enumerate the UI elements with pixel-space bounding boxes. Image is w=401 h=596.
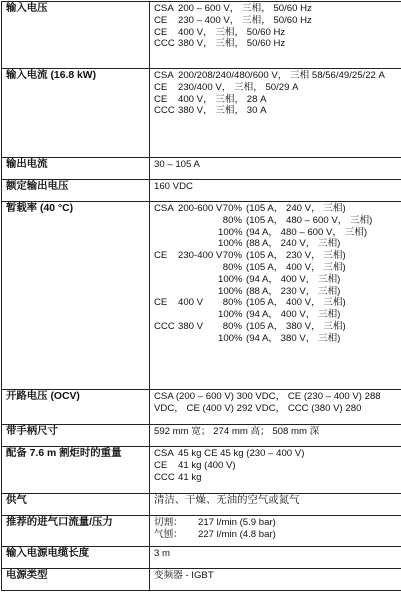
duty-detail: (88 A， 230 V， 三相)	[246, 286, 401, 298]
duty-cycle-values	[150, 202, 401, 390]
input-voltage-row	[2, 2, 401, 69]
dimensions-row	[2, 425, 401, 447]
row-label: 输入电压	[2, 2, 150, 69]
duty-detail: (105 A， 240 V， 三相)	[246, 203, 401, 215]
standard-code: CCC	[154, 321, 178, 333]
input-current-values	[150, 69, 401, 158]
spec-value: 45 kg CE 45 kg (230 – 400 V)	[178, 448, 401, 460]
standard-code: CE	[154, 297, 178, 309]
duty-detail: (105 A， 230 V， 三相)	[246, 250, 401, 262]
spec-value: 200 – 600 V， 三相， 50/60 Hz	[178, 3, 401, 15]
process-label: 气刨：	[154, 529, 198, 541]
duty-detail: (88 A， 240 V， 三相)	[246, 238, 401, 250]
duty-cycle-grid	[154, 203, 401, 345]
standard-code	[154, 262, 178, 274]
row-label: 配备 7.6 m 割炬时的重量	[2, 447, 150, 494]
row-label: 暂载率 (40 °C)	[2, 202, 150, 390]
spec-value: 230/400 V， 三相， 50/29 A	[178, 82, 401, 94]
spec-value: 400 V， 三相， 28 A	[178, 94, 401, 106]
duty-percent: 70%	[218, 250, 246, 262]
dimensions-value: 592 mm 宽； 274 mm 高； 508 mm 深	[150, 425, 401, 447]
standard-code	[154, 274, 178, 286]
standard-code: CE	[154, 15, 178, 27]
voltage-range	[178, 309, 218, 321]
spec-value: 200/208/240/480/600 V， 三相 58/56/49/25/22 A	[178, 70, 401, 82]
duty-detail: (105 A， 400 V， 三相)	[246, 297, 401, 309]
voltage-range	[178, 238, 218, 250]
duty-percent: 80%	[218, 297, 246, 309]
power-type-value: 变频器 - IGBT	[150, 569, 401, 591]
row-label: 供气	[2, 494, 150, 516]
input-current-row	[2, 69, 401, 158]
duty-percent: 100%	[218, 286, 246, 298]
standard-code: CE	[154, 460, 178, 472]
standard-code	[154, 309, 178, 321]
duty-detail: (94 A， 400 V， 三相)	[246, 309, 401, 321]
standard-code: CCC	[154, 105, 178, 117]
voltage-range	[178, 227, 218, 239]
standard-code	[154, 238, 178, 250]
spec-value: 41 kg (400 V)	[178, 460, 401, 472]
standard-code	[154, 215, 178, 227]
duty-percent: 100%	[218, 309, 246, 321]
ocv-row	[2, 390, 401, 425]
spec-value: 380 V， 三相， 50/60 Hz	[178, 38, 401, 50]
spec-value: 41 kg	[178, 472, 401, 484]
standard-code: CE	[154, 27, 178, 39]
standard-code: CE	[154, 94, 178, 106]
voltage-range	[178, 286, 218, 298]
row-label: 输出电流	[2, 158, 150, 180]
gas-supply-value: 清洁、干燥、无油的空气或氮气	[150, 494, 401, 516]
row-label: 推荐的进气口流量/压力	[2, 516, 150, 547]
standard-code	[154, 286, 178, 298]
standard-code: CSA	[154, 3, 178, 15]
voltage-range: 380 V	[178, 321, 218, 333]
standard-code: CE	[154, 250, 178, 262]
gas-supply-row	[2, 494, 401, 516]
duty-percent: 80%	[218, 321, 246, 333]
duty-percent: 100%	[218, 333, 246, 345]
row-label: 输入电源电缆长度	[2, 547, 150, 569]
duty-detail: (94 A， 380 V， 三相)	[246, 333, 401, 345]
voltage-range	[178, 215, 218, 227]
gas-flow-row	[2, 516, 401, 547]
voltage-range: 230-400 V	[178, 250, 218, 262]
row-label: 开路电压 (OCV)	[2, 390, 150, 425]
weight-values	[150, 447, 401, 494]
cable-length-value: 3 m	[150, 547, 401, 569]
duty-percent: 70%	[218, 203, 246, 215]
row-label: 带手柄尺寸	[2, 425, 150, 447]
gas-flow-values	[150, 516, 401, 547]
rated-output-voltage-value: 160 VDC	[150, 180, 401, 202]
voltage-range	[178, 333, 218, 345]
duty-percent: 100%	[218, 274, 246, 286]
ocv-value: CSA (200 – 600 V) 300 VDC， CE (230 – 400 V) 288 VDC， CE (400 V) 292 VDC， CCC (380 V) 280	[150, 390, 401, 425]
spec-value: 400 V， 三相， 50/60 Hz	[178, 27, 401, 39]
duty-percent: 100%	[218, 227, 246, 239]
standard-code: CSA	[154, 203, 178, 215]
duty-percent: 100%	[218, 238, 246, 250]
spec-value: 227 l/min (4.8 bar)	[198, 529, 401, 541]
power-type-row	[2, 569, 401, 591]
standard-code	[154, 333, 178, 345]
duty-detail: (94 A， 400 V， 三相)	[246, 274, 401, 286]
standard-code: CSA	[154, 448, 178, 460]
spec-value: 217 l/min (5.9 bar)	[198, 517, 401, 529]
duty-detail: (94 A， 480 – 600 V， 三相)	[246, 227, 401, 239]
duty-percent: 80%	[218, 262, 246, 274]
standard-code: CCC	[154, 472, 178, 484]
row-label: 输入电流 (16.8 kW)	[2, 69, 150, 158]
voltage-range	[178, 262, 218, 274]
row-label: 电源类型	[2, 569, 150, 591]
spec-value: 230 – 400 V， 三相， 50/60 Hz	[178, 15, 401, 27]
standard-code: CSA	[154, 70, 178, 82]
output-current-row	[2, 158, 401, 180]
output-current-value: 30 – 105 A	[150, 158, 401, 180]
weight-row	[2, 447, 401, 494]
input-voltage-values	[150, 2, 401, 69]
spec-table	[1, 1, 401, 591]
process-label: 切割：	[154, 517, 198, 529]
standard-code: CE	[154, 82, 178, 94]
duty-detail: (105 A， 400 V， 三相)	[246, 262, 401, 274]
voltage-range: 200-600 V	[178, 203, 218, 215]
duty-detail: (105 A， 480 – 600 V， 三相)	[246, 215, 401, 227]
spec-value: 380 V， 三相， 30 A	[178, 105, 401, 117]
cable-length-row	[2, 547, 401, 569]
standard-code: CCC	[154, 38, 178, 50]
standard-code	[154, 227, 178, 239]
duty-cycle-row	[2, 202, 401, 390]
duty-percent: 80%	[218, 215, 246, 227]
duty-detail: (105 A， 380 V， 三相)	[246, 321, 401, 333]
row-label: 额定输出电压	[2, 180, 150, 202]
voltage-range	[178, 274, 218, 286]
voltage-range: 400 V	[178, 297, 218, 309]
rated-output-voltage-row	[2, 180, 401, 202]
